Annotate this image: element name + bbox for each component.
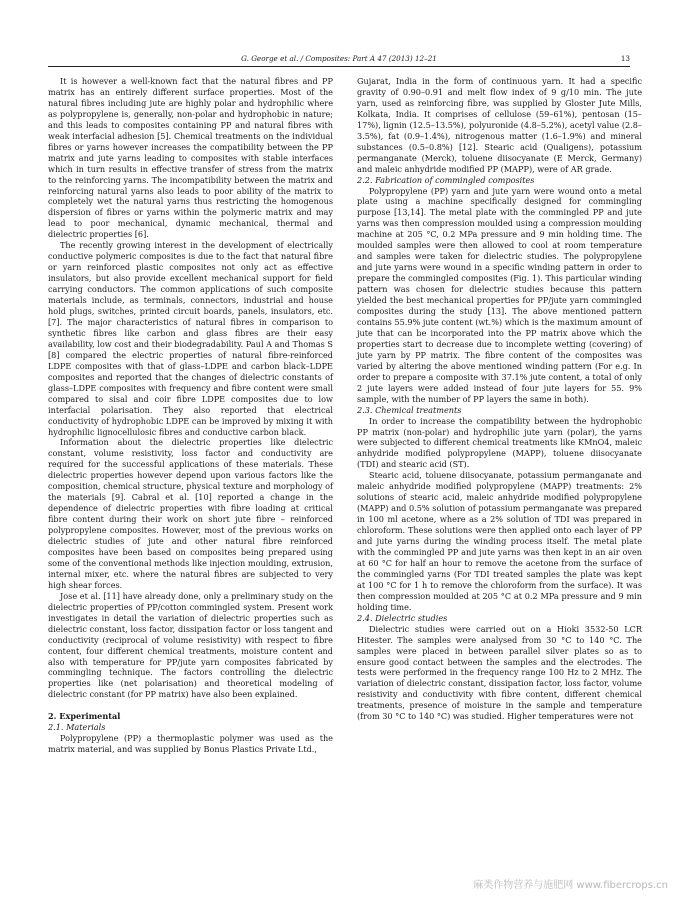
running-header: G. George et al. / Composites: Part A 47 (2013) 12–21 — [241, 54, 437, 63]
paragraph-treatments-detail: Stearic acid, toluene diisocyanate, potassium permanganate and maleic anhydride modified polypropylene (MAPP) treatments: 2% solutions of stearic acid, maleic anhydride modified polypropylene (MAPP) and 0.5% solution of potassium permanganate was prepared in 100 ml acetone, where as a 2% solution of TDI was prepared in chloroform. These solutions were then applied onto each layer of PP and jute yarns during the winding process itself. The metal plate with the commingled PP and jute yarns was then kept in an air oven at 60 °C for half an hour to remove the acetone from the surface of the commingled yarns (For TDI treated samples the plate was kept at 100 °C for 1 h to remove the chloroform from the surface). It was then compression moulded at 205 °C at 0.2 MPa pressure and 9 min holding time. — [357, 470, 642, 612]
paragraph-dielectric-information: Information about the dielectric properties like dielectric constant, volume resistivity, loss factor and conductivity are required for the successful applications of these materials. These dielectric properties however depend upon various factors like the composition, chemical structure, physical texture and morphology of the materials [9]. Cabral et al. [10] reported a change in the dependence of dielectric properties with fibre loading at critical fibre content during their work on short jute fibre – reinforced polypropylene composites. However, most of the previous works on dielectric studies of jute and other natural fibre reinforced composites have been based on composites being prepared using some of the conventional methods like injection moulding, extrusion, internal mixer, etc. where the natural fibres are subjected to very high shear forces. — [48, 437, 333, 590]
section-heading-experimental: 2. Experimental — [48, 711, 121, 722]
paragraph-surface-properties: It is however a well-known fact that the natural fibres and PP matrix has an entirely different surface properties. Most of the natural fibres including jute are highly polar and hydrophilic where as polypropylene is, generally, non-polar and hydrophobic in nature; and this leads to composites containing PP and natural fibres with weak interfacial adhesion [5]. Chemical treatments on the individual fibres or yarns however increases the compatibility between the PP matrix and jute yarns leading to composites with stable interfaces which in turn results in effective transfer of stress from the matrix to the reinforcing yarns. The incompatibility between the matrix and reinforcing natural yarns also leads to poor ability of the matrix to completely wet the natural yarns thus restricting the homogenous dispersion of fibres or yarns within the polymeric matrix and may lead to poor mechanical, dynamic mechanical, thermal and dielectric properties [6]. — [48, 76, 333, 240]
paragraph-fabrication: Polypropylene (PP) yarn and jute yarn were wound onto a metal plate using a machine specifically designed for commingling purpose [13,14]. The metal plate with the commingled PP and jute yarns was then compression moulded using a compression moulding machine at 205 °C, 0.2 MPa pressure and 9 min holding time. The moulded samples were then allowed to cool at room temperature and samples were taken for dielectric studies. The polypropylene and jute yarns were wound in a specific winding pattern in order to prepare the commingled composites (Fig. 1). This particular winding pattern was chosen for dielectric studies because this pattern yielded the best mechanical properties for PP/jute yarn commingled composites during the study [13]. The above mentioned pattern contains 55.9% jute content (wt.%) which is the maximum amount of jute that can be incorporated into the PP matrix above which the properties start to decrease due to incomplete wetting (covering) of jute yarn by PP matrix. The fibre content of the composites was varied by altering the above mentioned winding pattern (For e.g. In order to prepare a composite with 37.1% jute content, a total of only 2 jute layers were added instead of four jute layers for 55. 9% sample, with the number of PP layers the same in both). — [357, 185, 642, 404]
paragraph-conductive-composites: The recently growing interest in the development of electrically conductive polymeric composites is due to the fact that natural fibre or yarn reinforced plastic composites not only act as effective insulators, but also provide excellent mechanical support for field carrying conductors. The common applications of such composite materials include, as terminals, connectors, industrial and house hold plugs, switches, printed circuit boards, panels, insulators, etc. [7]. The major characteristics of natural fibres in comparison to synthetic fibres like carbon and glass fibres are their easy availability, low cost and their biodegradability. Paul A and Thomas S [8] compared the electric properties of natural fibre-reinforced LDPE composites with that of glass–LDPE and carbon black–LDPE composites and reported that the changes of dielectric constants of glass–LDPE composites with frequency and fibre content were small compared to sisal and coir fibre LDPE composites due to low interfacial polarisation. They also reported that electrical conductivity of hydrophobic LDPE can be improved by mixing it with hydrophilic lignocellulosic fibres and conductive carbon black. — [48, 240, 333, 437]
subsection-heading-dielectric-studies: 2.4. Dielectric studies — [357, 612, 448, 623]
subsection-heading-chemical-treatments: 2.3. Chemical treatments — [357, 404, 462, 415]
paragraph-materials-continued: Gujarat, India in the form of continuous yarn. It had a specific gravity of 0.90–0.91 and melt flow index of 9 g/10 min. The jute yarn, used as reinforcing fibre, was supplied by Gloster Jute Mills, Kolkata, India. It comprises of cellulose (59–61%), pentosan (15–17%), lignin (12.5–13.5%), polyuronide (4.8–5.2%), acetyl value (2.8–3.5%), fat (0.9–1.4%), nitrogenous matter (1.6–1.9%) and mineral substances (0.5–0.8%) [12]. Stearic acid (Qualigens), potassium permanganate (Merck), toluene diisocyanate (E Merck, Germany) and maleic anhydride modified PP (MAPP), were of AR grade. — [357, 76, 642, 174]
paragraph-dielectric-studies: Dielectric studies were carried out on a Hioki 3532-50 LCR Hitester. The samples were analysed from 30 °C to 140 °C. The samples were placed in between parallel silver plates so as to ensure good contact between the samples and the electrodes. The tests were performed in the frequency range 100 Hz to 2 MHz. The variation of dielectric constant, dissipation factor, loss factor, volume resistivity and conductivity with fibre content, different chemical treatments, presence of moisture in the sample and temperature (from 30 °C to 140 °C) was studied. Higher temperatures were not — [357, 623, 642, 722]
header-rule — [48, 66, 630, 67]
subsection-heading-fabrication: 2.2. Fabrication of commingled composites — [357, 174, 535, 185]
subsection-heading-materials: 2.1. Materials — [48, 722, 106, 733]
right-column — [357, 76, 642, 722]
paragraph-present-work: Jose et al. [11] have already done, only a preliminary study on the dielectric properties of PP/cotton commingled system. Present work investigates in detail the variation of dielectric properties such as dielectric constant, loss factor, dissipation factor or loss tangent and conductivity (reciprocal of volume resistivity) with respect to fibre content, four different chemical treatments, moisture content and also with temperature for PP/jute yarn composites fabricated by commingling technique. The factors controlling the dielectric properties like (net polarisation) and theoretical modeling of dielectric constant (for PP matrix) have also been explained. — [48, 590, 333, 700]
paragraph-treatments-intro: In order to increase the compatibility between the hydrophobic PP matrix (non-polar) and hydrophilic jute yarn (polar), the yarns were subjected to different chemical treatments like KMnO4, maleic anhydride modified polypropylene (MAPP), toluene diisocyanate (TDI) and stearic acid (ST). — [357, 415, 642, 470]
left-column — [48, 76, 333, 755]
paragraph-materials: Polypropylene (PP) a thermoplastic polymer was used as the matrix material, and was supplied by Bonus Plastics Private Ltd., — [48, 733, 333, 755]
page-number: 13 — [620, 54, 630, 63]
site-watermark: 麻类作物营养与施肥网 www.fibercrops.cn — [473, 880, 668, 891]
